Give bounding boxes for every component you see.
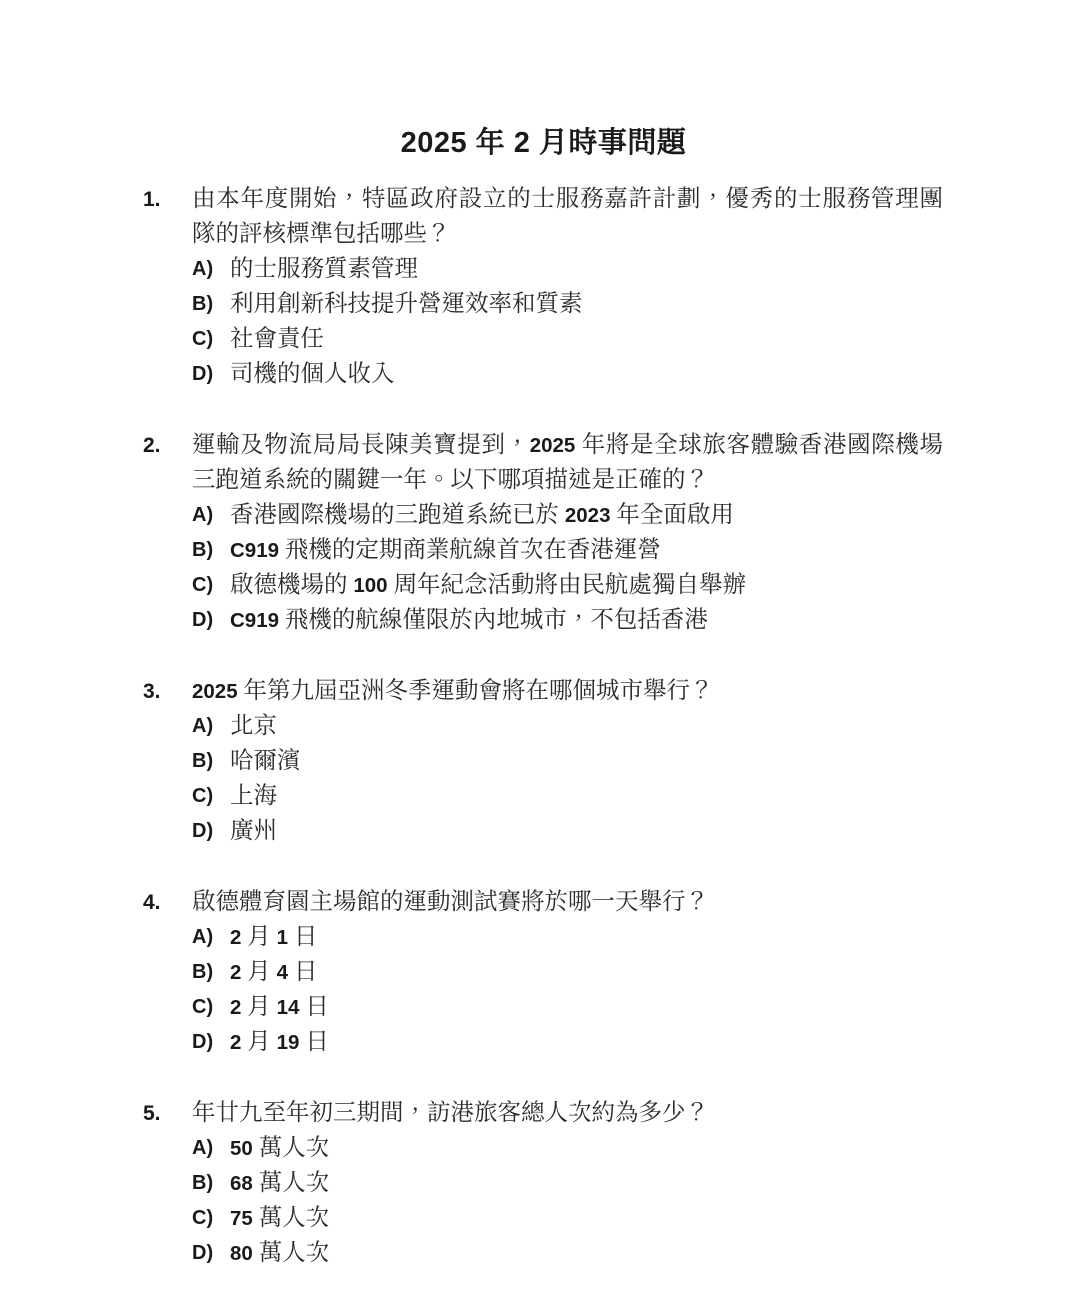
latin-run: 100 bbox=[353, 574, 388, 597]
option-text: 2 月 4 日 bbox=[230, 959, 318, 985]
option-letter: D) bbox=[192, 363, 214, 385]
latin-run: 2 bbox=[230, 996, 242, 1019]
question-row bbox=[143, 428, 943, 498]
option-letter: B) bbox=[192, 750, 214, 772]
option-letter: C) bbox=[192, 328, 214, 350]
latin-run: C919 bbox=[230, 539, 280, 562]
latin-run: 2 bbox=[230, 1031, 242, 1054]
option-row[interactable] bbox=[192, 1166, 943, 1201]
option-letter: A) bbox=[192, 1137, 214, 1159]
option-row[interactable] bbox=[192, 357, 943, 392]
page-title: 2025 年 2 月時事問題 bbox=[400, 127, 687, 159]
option-text: 上海 bbox=[230, 783, 277, 809]
latin-run: 2025 bbox=[529, 434, 576, 457]
option-text: 社會責任 bbox=[230, 326, 324, 352]
question-number: 4. bbox=[143, 891, 161, 914]
latin-run: 2 bbox=[230, 926, 242, 949]
option-letter: D) bbox=[192, 820, 214, 842]
question-block bbox=[143, 1096, 943, 1271]
option-letter: B) bbox=[192, 961, 214, 983]
option-text: 利用創新科技提升營運效率和質素 bbox=[230, 291, 583, 317]
latin-run: 14 bbox=[276, 996, 300, 1019]
option-row[interactable] bbox=[192, 1236, 943, 1271]
latin-run: 2025 bbox=[192, 680, 238, 703]
latin-run: 1 bbox=[276, 926, 289, 949]
option-row[interactable] bbox=[192, 1131, 943, 1166]
option-text: 廣州 bbox=[230, 818, 277, 844]
question-list bbox=[143, 182, 943, 1271]
option-text: 香港國際機場的三跑道系統已於 2023 年全面啟用 bbox=[230, 502, 734, 528]
question-number: 1. bbox=[143, 188, 161, 211]
option-text: C919 飛機的定期商業航線首次在香港運營 bbox=[230, 537, 661, 563]
option-letter: B) bbox=[192, 1172, 214, 1194]
question-row bbox=[143, 1096, 943, 1131]
question-block bbox=[143, 428, 943, 638]
option-text: 司機的個人收入 bbox=[230, 361, 395, 387]
option-letter: C) bbox=[192, 785, 214, 807]
question-text: 由本年度開始，特區政府設立的士服務嘉許計劃，優秀的士服務管理團隊的評核標準包括哪些？ bbox=[192, 186, 943, 247]
question-text: 2025 年第九屆亞洲冬季運動會將在哪個城市舉行？ bbox=[192, 678, 714, 704]
option-text: 2 月 14 日 bbox=[230, 994, 329, 1020]
option-letter: A) bbox=[192, 258, 214, 280]
option-letter: C) bbox=[192, 996, 214, 1018]
question-number: 2. bbox=[143, 434, 161, 457]
option-row[interactable] bbox=[192, 814, 943, 849]
option-row[interactable] bbox=[192, 955, 943, 990]
option-text: 75 萬人次 bbox=[230, 1205, 330, 1231]
option-row[interactable] bbox=[192, 568, 943, 603]
option-row[interactable] bbox=[192, 287, 943, 322]
question-number: 5. bbox=[143, 1102, 161, 1125]
question-text: 啟德體育園主場館的運動測試賽將於哪一天舉行？ bbox=[192, 889, 709, 915]
option-text: 50 萬人次 bbox=[230, 1135, 330, 1161]
question-number: 3. bbox=[143, 680, 161, 703]
option-letter: D) bbox=[192, 609, 214, 631]
question-row bbox=[143, 674, 943, 709]
latin-run: 50 bbox=[230, 1137, 253, 1160]
question-row bbox=[143, 182, 943, 252]
option-row[interactable] bbox=[192, 1201, 943, 1236]
option-row[interactable] bbox=[192, 252, 943, 287]
option-letter: B) bbox=[192, 293, 214, 315]
option-row[interactable] bbox=[192, 1025, 943, 1060]
option-row[interactable] bbox=[192, 779, 943, 814]
option-letter: D) bbox=[192, 1031, 214, 1053]
latin-run: 68 bbox=[230, 1172, 253, 1195]
option-text: C919 飛機的航線僅限於內地城市，不包括香港 bbox=[230, 607, 708, 633]
question-text: 運輸及物流局局長陳美寶提到，2025 年將是全球旅客體驗香港國際機場三跑道系統的關鍵一年。以下哪項描述是正確的？ bbox=[192, 432, 944, 493]
option-list bbox=[143, 498, 943, 638]
option-letter: A) bbox=[192, 504, 214, 526]
option-text: 北京 bbox=[230, 713, 277, 739]
question-block bbox=[143, 674, 943, 849]
latin-run: 80 bbox=[230, 1242, 253, 1265]
option-letter: C) bbox=[192, 1207, 214, 1229]
option-row[interactable] bbox=[192, 603, 943, 638]
option-text: 啟德機場的 100 周年紀念活動將由民航處獨自舉辦 bbox=[230, 572, 746, 598]
question-text: 年廿九至年初三期間，訪港旅客總人次約為多少？ bbox=[192, 1100, 709, 1126]
latin-run: 2 bbox=[230, 961, 242, 984]
latin-run: 19 bbox=[276, 1031, 300, 1054]
option-row[interactable] bbox=[192, 533, 943, 568]
option-letter: C) bbox=[192, 574, 214, 596]
latin-run: 75 bbox=[230, 1207, 253, 1230]
option-row[interactable] bbox=[192, 322, 943, 357]
option-row[interactable] bbox=[192, 990, 943, 1025]
option-list bbox=[143, 252, 943, 392]
latin-run: 4 bbox=[276, 961, 289, 984]
option-letter: D) bbox=[192, 1242, 214, 1264]
option-text: 哈爾濱 bbox=[230, 748, 301, 774]
option-row[interactable] bbox=[192, 709, 943, 744]
option-text: 80 萬人次 bbox=[230, 1240, 330, 1266]
question-row bbox=[143, 885, 943, 920]
option-list bbox=[143, 920, 943, 1060]
option-text: 2 月 1 日 bbox=[230, 924, 318, 950]
option-text: 68 萬人次 bbox=[230, 1170, 330, 1196]
option-letter: A) bbox=[192, 926, 214, 948]
option-list bbox=[143, 1131, 943, 1271]
option-letter: B) bbox=[192, 539, 214, 561]
question-block bbox=[143, 885, 943, 1060]
option-row[interactable] bbox=[192, 498, 943, 533]
question-block bbox=[143, 182, 943, 392]
latin-run: 2023 bbox=[564, 504, 611, 527]
option-text: 2 月 19 日 bbox=[230, 1029, 329, 1055]
option-letter: A) bbox=[192, 715, 214, 737]
option-text: 的士服務質素管理 bbox=[230, 256, 418, 282]
option-row[interactable] bbox=[192, 744, 943, 779]
option-row[interactable] bbox=[192, 920, 943, 955]
latin-run: C919 bbox=[230, 609, 280, 632]
option-list bbox=[143, 709, 943, 849]
